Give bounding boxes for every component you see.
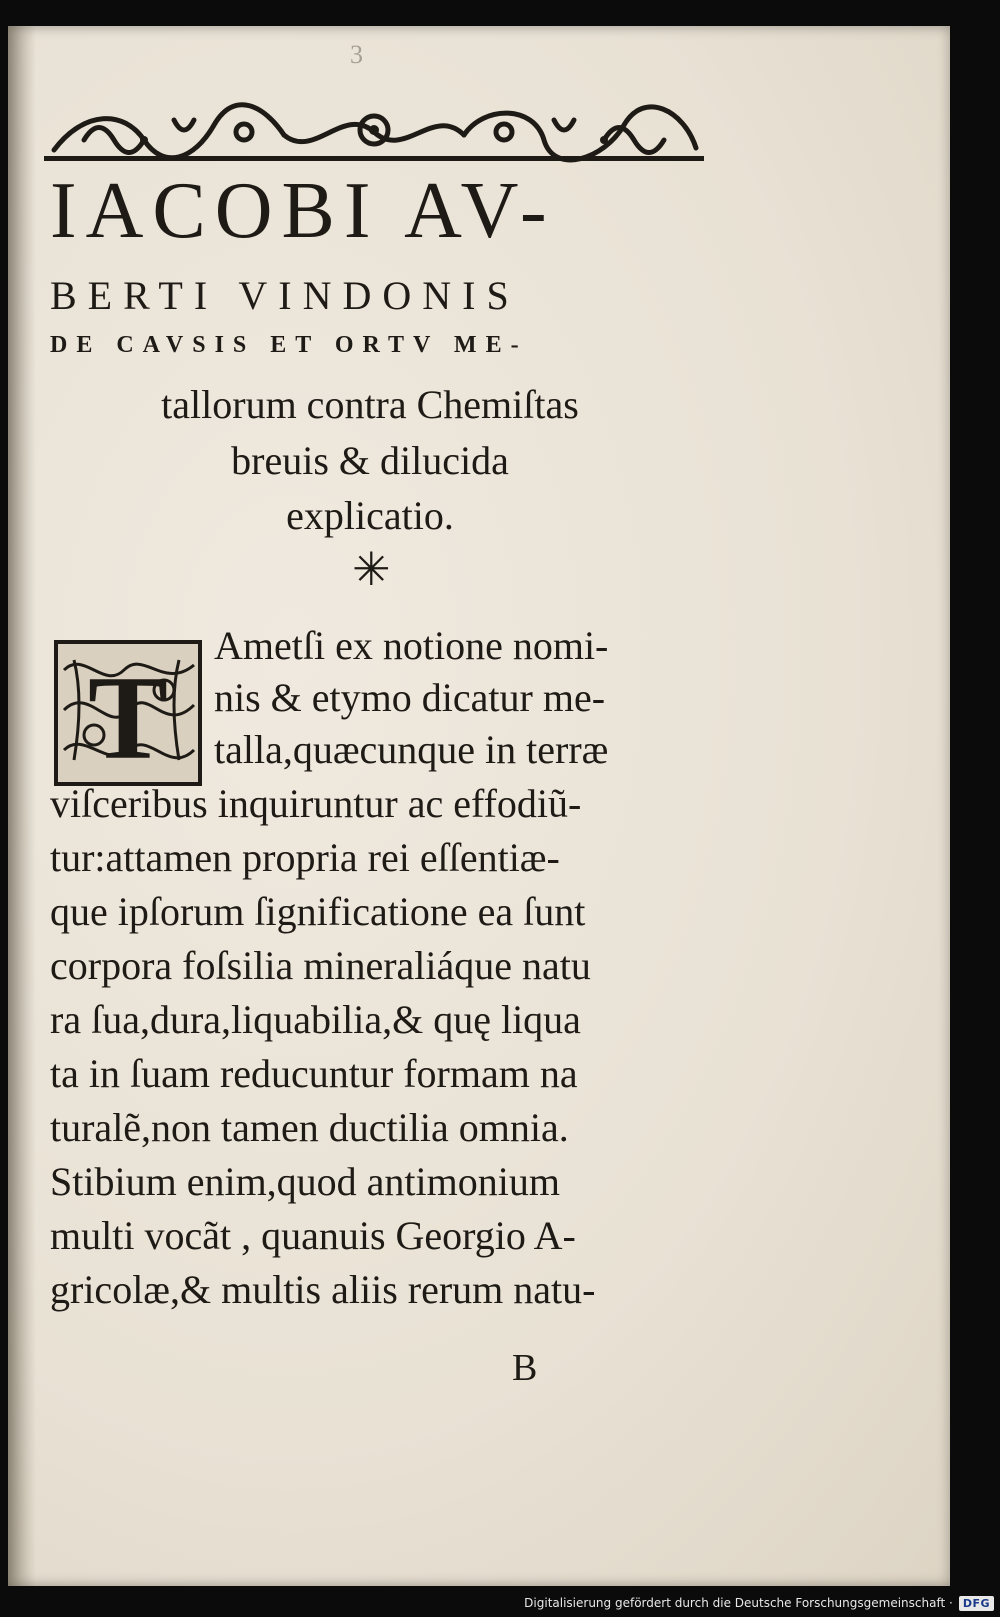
dfg-logo: DFG bbox=[959, 1596, 994, 1611]
body-line-10: turalẽ,non tamen ductilia omnia. bbox=[50, 1105, 569, 1150]
signature-mark: B bbox=[512, 1347, 538, 1389]
body-line-12: multi vocãt , quanuis Georgio A- bbox=[50, 1213, 576, 1258]
title-line-4: tallorum contra Chemiſtas bbox=[161, 382, 579, 427]
body-line-11: Stibium enim,quod antimonium bbox=[50, 1159, 560, 1204]
title-line-5: breuis & dilucida bbox=[231, 438, 509, 483]
body-line-1: Ametſi ex notione nomi- bbox=[214, 623, 609, 668]
body-line-9: ta in ſuam reducuntur formam na bbox=[50, 1051, 578, 1096]
page-gutter-shadow bbox=[8, 26, 36, 1586]
credit-text: Digitalisierung gefördert durch die Deutsche Forschungsgemeinschaft · bbox=[524, 1596, 953, 1610]
body-line-6: que ipſorum ſignificatione ea ſunt bbox=[50, 889, 586, 934]
title-line-1: IACOBI AV- bbox=[50, 167, 556, 255]
asterisk-ornament-icon: ✳ bbox=[352, 542, 391, 596]
title-line-2: BERTI VINDONIS bbox=[50, 273, 520, 318]
drop-cap-letter: T bbox=[87, 651, 169, 784]
drop-cap-woodcut bbox=[54, 640, 202, 786]
body-line-3: talla,quæcunque in terræ bbox=[214, 727, 609, 772]
title-line-6: explicatio. bbox=[286, 493, 454, 538]
digitization-credit bbox=[524, 1593, 994, 1613]
body-line-7: corpora foſsilia mineraliáque natu bbox=[50, 943, 591, 988]
page-number: 3 bbox=[350, 40, 363, 69]
decorative-headpiece-icon bbox=[44, 100, 704, 164]
body-line-4: viſceribus inquiruntur ac effodiũ- bbox=[50, 781, 582, 826]
body-line-2: nis & etymo dicatur me- bbox=[214, 675, 606, 720]
body-line-8: ra ſua,dura,liquabilia,& quę liqua bbox=[50, 997, 581, 1042]
body-line-13: gricolæ,& multis aliis rerum natu- bbox=[50, 1267, 596, 1312]
title-line-3: DE CAVSIS ET ORTV ME- bbox=[50, 332, 528, 358]
body-line-5: tur:attamen propria rei eſſentiæ- bbox=[50, 835, 560, 880]
